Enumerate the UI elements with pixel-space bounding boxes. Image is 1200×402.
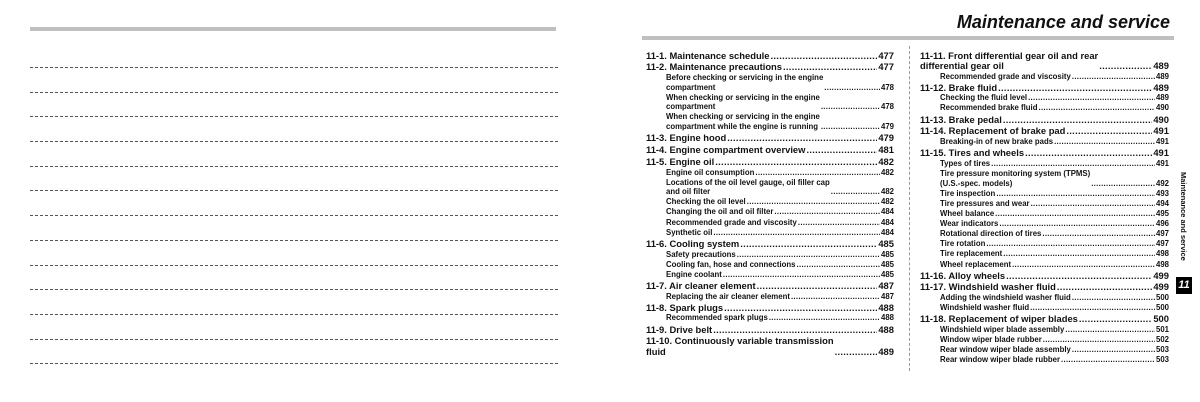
toc-section-entry[interactable] — [646, 145, 894, 155]
toc-section-entry[interactable] — [646, 62, 894, 72]
toc-leader-dots — [774, 207, 880, 217]
toc-leader-dots — [798, 218, 880, 228]
toc-leader-dots — [724, 303, 877, 313]
toc-page-number: 493 — [1155, 188, 1169, 198]
toc-entry-title: Recommended brake fluid — [940, 103, 1038, 113]
toc-leader-dots — [1072, 293, 1155, 303]
toc-leader-dots — [1003, 115, 1153, 125]
toc-subsection-entry[interactable] — [646, 93, 894, 112]
toc-page-number: 489 — [878, 345, 894, 357]
toc-page-number: 487 — [878, 279, 894, 291]
note-line — [30, 240, 558, 265]
toc-entry-title: 11-10. Continuously variable transmission fluid — [646, 335, 834, 357]
toc-subsection-entry[interactable] — [646, 228, 894, 238]
toc-page-number: 497 — [1155, 239, 1169, 249]
toc-section-entry[interactable] — [920, 148, 1169, 158]
toc-page-number: 494 — [1155, 198, 1169, 208]
toc-subsection-entry[interactable] — [920, 229, 1169, 239]
column-separator — [909, 46, 911, 371]
toc-subsection-entry[interactable] — [920, 239, 1169, 249]
note-line — [30, 141, 558, 166]
toc-entry-title: 11-16. Alloy wheels — [920, 269, 1006, 281]
toc-leader-dots — [1030, 303, 1155, 313]
toc-leader-dots — [1043, 335, 1155, 345]
toc-page-number: 485 — [880, 269, 894, 279]
toc-subsection-entry[interactable] — [920, 260, 1169, 270]
toc-subsection-entry[interactable] — [920, 209, 1169, 219]
toc-entry-title: Synthetic oil — [666, 227, 713, 237]
note-line — [30, 339, 558, 364]
toc-entry-title: 11-9. Drive belt — [646, 323, 713, 335]
toc-leader-dots — [824, 83, 880, 93]
toc-entry-title: Checking the fluid level — [940, 93, 1028, 103]
toc-leader-dots — [740, 239, 877, 249]
toc-leader-dots — [771, 51, 878, 61]
toc-entry-title: Recommended grade and viscosity — [666, 217, 797, 227]
toc-leader-dots — [1038, 103, 1155, 113]
toc-subsection-entry[interactable] — [646, 313, 894, 323]
toc-leader-dots — [713, 228, 880, 238]
toc-leader-dots — [835, 347, 878, 357]
toc-entry-title: Tire replacement — [940, 249, 1003, 259]
toc-entry-title: Checking the oil level — [666, 197, 746, 207]
toc-leader-dots — [1061, 355, 1155, 365]
toc-page-number: 489 — [1153, 81, 1169, 93]
toc-leader-dots — [1006, 271, 1152, 281]
chapter-side-label: Maintenance and service — [1179, 172, 1188, 261]
toc-entry-title: Window wiper blade rubber — [940, 335, 1042, 345]
toc-entry-title: 11-11. Front differential gear oil and rear differential gear oil — [920, 49, 1099, 71]
toc-entry-title: Rear window wiper blade rubber — [940, 355, 1061, 365]
toc-page-number: 503 — [1155, 345, 1169, 355]
toc-page-number: 499 — [1153, 269, 1169, 281]
toc-entry-title: Recommended grade and viscosity — [940, 71, 1071, 81]
note-line — [30, 67, 558, 92]
toc-leader-dots — [713, 325, 877, 335]
toc-leader-dots — [995, 209, 1155, 219]
toc-page-number: 491 — [1155, 137, 1169, 147]
toc-subsection-entry[interactable] — [920, 199, 1169, 209]
note-line — [30, 215, 558, 240]
toc-page-number: 482 — [880, 197, 894, 207]
toc-page-number: 495 — [1155, 209, 1169, 219]
toc-page-number: 485 — [878, 237, 894, 249]
toc-section-entry[interactable] — [646, 157, 894, 167]
toc-leader-dots — [1012, 260, 1155, 270]
toc-leader-dots — [1079, 314, 1152, 324]
toc-entry-title: Windshield wiper blade assembly — [940, 325, 1065, 335]
toc-subsection-entry[interactable] — [920, 189, 1169, 199]
toc-leader-dots — [999, 219, 1155, 229]
toc-entry-title: 11-12. Brake fluid — [920, 81, 998, 93]
note-line — [30, 190, 558, 215]
toc-page-number: 501 — [1155, 325, 1169, 335]
toc-page-number: 479 — [880, 122, 894, 132]
toc-entry-title: 11-5. Engine oil — [646, 155, 715, 167]
notes-lines — [30, 67, 558, 388]
toc-page-number: 489 — [1155, 71, 1169, 81]
toc-leader-dots — [791, 292, 880, 302]
toc-subsection-entry[interactable] — [646, 260, 894, 270]
toc-entry-title: Safety precautions — [666, 249, 736, 259]
toc-page-number: 489 — [1155, 93, 1169, 103]
toc-leader-dots — [1066, 126, 1152, 136]
toc-leader-dots — [991, 159, 1155, 169]
toc-entry-title: Changing the oil and oil filter — [666, 207, 774, 217]
toc-page-number: 485 — [880, 249, 894, 259]
note-line — [30, 92, 558, 117]
toc-leader-dots — [755, 168, 880, 178]
toc-subsection-entry[interactable] — [646, 73, 894, 92]
toc-leader-dots — [1028, 93, 1155, 103]
toc-subsection-entry[interactable] — [920, 293, 1169, 303]
toc-entry-title: Rotational direction of tires — [940, 229, 1042, 239]
toc-page-number: 478 — [880, 102, 894, 112]
toc-subsection-entry[interactable] — [920, 249, 1169, 259]
toc-entry-title: Types of tires — [940, 159, 991, 169]
toc-page-number: 482 — [878, 155, 894, 167]
toc-subsection-entry[interactable] — [646, 218, 894, 228]
toc-entry-title: Rear window wiper blade assembly — [940, 345, 1071, 355]
page-title: Maintenance and service — [956, 12, 1170, 32]
toc-entry-title: 11-8. Spark plugs — [646, 301, 724, 313]
toc-page-number: 482 — [880, 167, 894, 177]
toc-subsection-entry[interactable] — [920, 345, 1169, 355]
chapter-tab[interactable]: 11 — [1176, 277, 1192, 294]
toc-entry-title: Tire pressures and wear — [940, 198, 1030, 208]
toc-leader-dots — [821, 122, 880, 132]
toc-page-number: 503 — [1155, 355, 1169, 365]
toc-leader-dots — [996, 189, 1155, 199]
toc-page-number: 490 — [1153, 113, 1169, 125]
toc-page-number: 496 — [1155, 219, 1169, 229]
toc-leader-dots — [727, 133, 877, 143]
toc-section-entry[interactable] — [920, 51, 1169, 71]
toc-page-number: 489 — [1153, 59, 1169, 71]
toc-page-number: 477 — [878, 61, 894, 73]
toc-subsection-entry[interactable] — [920, 159, 1169, 169]
toc-section-entry[interactable] — [646, 133, 894, 143]
toc-page-number: 479 — [878, 132, 894, 144]
toc-subsection-entry[interactable] — [646, 207, 894, 217]
toc-leader-dots — [715, 157, 877, 167]
toc-subsection-entry[interactable] — [646, 168, 894, 178]
toc-section-entry[interactable] — [646, 281, 894, 291]
toc-section-entry[interactable] — [646, 51, 894, 61]
toc-subsection-entry[interactable] — [646, 250, 894, 260]
note-line — [30, 116, 558, 141]
toc-entry-title: 11-2. Maintenance precautions — [646, 61, 782, 73]
toc-subsection-entry[interactable] — [920, 103, 1169, 113]
toc-leader-dots — [1025, 148, 1152, 158]
toc-page-number: 484 — [880, 227, 894, 237]
toc-leader-dots — [1072, 345, 1155, 355]
toc-leader-dots — [737, 250, 880, 260]
toc-leader-dots — [783, 62, 877, 72]
toc-page-number: 491 — [1153, 147, 1169, 159]
toc-page-number: 488 — [878, 323, 894, 335]
toc-leader-dots — [821, 102, 880, 112]
toc-section-entry[interactable] — [920, 115, 1169, 125]
toc-subsection-entry[interactable] — [920, 355, 1169, 365]
toc-leader-dots — [1054, 137, 1155, 147]
toc-leader-dots — [998, 83, 1152, 93]
toc-page-number: 492 — [1155, 178, 1169, 188]
toc-page-number: 500 — [1155, 303, 1169, 313]
toc-page-number: 484 — [880, 207, 894, 217]
toc-page-number: 477 — [878, 49, 894, 61]
toc-leader-dots — [1065, 325, 1155, 335]
toc-section-entry[interactable] — [920, 83, 1169, 93]
left-page-header-bar — [30, 27, 556, 31]
toc-subsection-entry[interactable] — [920, 219, 1169, 229]
toc-subsection-entry[interactable] — [920, 325, 1169, 335]
toc-entry-title: Breaking-in of new brake pads — [940, 137, 1054, 147]
toc-section-entry[interactable] — [920, 271, 1169, 281]
toc-subsection-entry[interactable] — [920, 137, 1169, 147]
toc-subsection-entry[interactable] — [646, 197, 894, 207]
toc-leader-dots — [769, 313, 880, 323]
toc-subsection-entry[interactable] — [920, 72, 1169, 82]
toc-page-number: 481 — [878, 144, 894, 156]
toc-section-entry[interactable] — [646, 303, 894, 313]
toc-entry-title: 11-17. Windshield washer fluid — [920, 281, 1056, 293]
toc-subsection-entry[interactable] — [920, 169, 1169, 188]
toc-page-number: 491 — [1153, 125, 1169, 137]
toc-entry-title: 11-7. Air cleaner element — [646, 279, 756, 291]
toc-entry-title: Tire inspection — [940, 188, 996, 198]
toc-page-number: 478 — [880, 82, 894, 92]
toc-entry-title: 11-1. Maintenance schedule — [646, 49, 770, 61]
toc-entry-title: Tire pressure monitoring system (TPMS) (U.S.-spec. models) — [940, 169, 1091, 188]
toc-entry-title: 11-4. Engine compartment overview — [646, 144, 806, 156]
toc-column-left — [646, 49, 894, 357]
toc-page-number: 497 — [1155, 229, 1169, 239]
toc-section-entry[interactable] — [646, 325, 894, 335]
toc-subsection-entry[interactable] — [920, 303, 1169, 313]
toc-entry-title: Engine oil consumption — [666, 167, 755, 177]
note-line — [30, 289, 558, 314]
toc-page-number: 498 — [1155, 249, 1169, 259]
toc-leader-dots — [1031, 199, 1155, 209]
toc-entry-title: 11-15. Tires and wheels — [920, 147, 1025, 159]
toc-page-number: 488 — [880, 313, 894, 323]
toc-entry-title: Wheel balance — [940, 209, 995, 219]
toc-leader-dots — [806, 145, 877, 155]
toc-page-number: 499 — [1153, 281, 1169, 293]
toc-leader-dots — [723, 270, 880, 280]
right-page-header-bar — [642, 36, 1174, 40]
toc-leader-dots — [1099, 61, 1152, 71]
toc-subsection-entry[interactable] — [646, 292, 894, 302]
toc-leader-dots — [986, 239, 1155, 249]
toc-entry-title: Locations of the oil level gauge, oil filler cap and oil filter — [666, 177, 830, 197]
toc-entry-title: 11-6. Cooling system — [646, 237, 740, 249]
toc-entry-title: Replacing the air cleaner element — [666, 291, 790, 301]
toc-leader-dots — [747, 197, 880, 207]
toc-section-entry[interactable] — [920, 282, 1169, 292]
toc-page-number: 502 — [1155, 335, 1169, 345]
toc-leader-dots — [1042, 229, 1155, 239]
toc-entry-title: Windshield washer fluid — [940, 303, 1030, 313]
toc-page-number: 488 — [878, 301, 894, 313]
toc-leader-dots — [757, 281, 878, 291]
note-line — [30, 265, 558, 290]
toc-page-number: 500 — [1155, 293, 1169, 303]
toc-page-number: 482 — [880, 187, 894, 197]
toc-page-number: 500 — [1153, 313, 1169, 325]
toc-section-entry[interactable] — [646, 239, 894, 249]
toc-entry-title: When checking or servicing in the engine compartment while the engine is running — [666, 112, 820, 132]
toc-column-right — [920, 49, 1169, 365]
toc-page-number: 498 — [1155, 259, 1169, 269]
toc-page-number: 484 — [880, 217, 894, 227]
note-line — [30, 363, 558, 388]
toc-leader-dots — [797, 260, 880, 270]
toc-entry-title: Before checking or servicing in the engine compartment — [666, 73, 824, 92]
toc-leader-dots — [1072, 72, 1155, 82]
toc-page-number: 490 — [1155, 103, 1169, 113]
toc-leader-dots — [1057, 282, 1152, 292]
toc-page-number: 487 — [880, 291, 894, 301]
note-line — [30, 166, 558, 191]
toc-entry-title: 11-3. Engine hood — [646, 132, 727, 144]
toc-subsection-entry[interactable] — [646, 270, 894, 280]
toc-entry-title: 11-13. Brake pedal — [920, 113, 1002, 125]
toc-subsection-entry[interactable] — [920, 93, 1169, 103]
toc-entry-title: Adding the windshield washer fluid — [940, 293, 1071, 303]
toc-entry-title: 11-18. Replacement of wiper blades — [920, 313, 1078, 325]
toc-entry-title: Engine coolant — [666, 269, 722, 279]
toc-section-entry[interactable] — [920, 126, 1169, 136]
toc-entry-title: 11-14. Replacement of brake pad — [920, 125, 1066, 137]
toc-page-number: 491 — [1155, 159, 1169, 169]
toc-subsection-entry[interactable] — [646, 178, 894, 197]
toc-entry-title: Tire rotation — [940, 239, 986, 249]
toc-entry-title: Cooling fan, hose and connections — [666, 259, 796, 269]
toc-section-entry[interactable] — [920, 314, 1169, 324]
toc-entry-title: Recommended spark plugs — [666, 313, 768, 323]
toc-subsection-entry[interactable] — [920, 335, 1169, 345]
toc-leader-dots — [831, 187, 880, 197]
toc-leader-dots — [1003, 249, 1155, 259]
toc-leader-dots — [1091, 179, 1155, 189]
toc-page-number: 485 — [880, 259, 894, 269]
toc-entry-title: Wear indicators — [940, 219, 999, 229]
toc-section-entry[interactable] — [646, 336, 894, 356]
toc-subsection-entry[interactable] — [646, 112, 894, 131]
note-line — [30, 314, 558, 339]
toc-entry-title: Wheel replacement — [940, 259, 1012, 269]
toc-entry-title: When checking or servicing in the engine compartment — [666, 92, 820, 112]
